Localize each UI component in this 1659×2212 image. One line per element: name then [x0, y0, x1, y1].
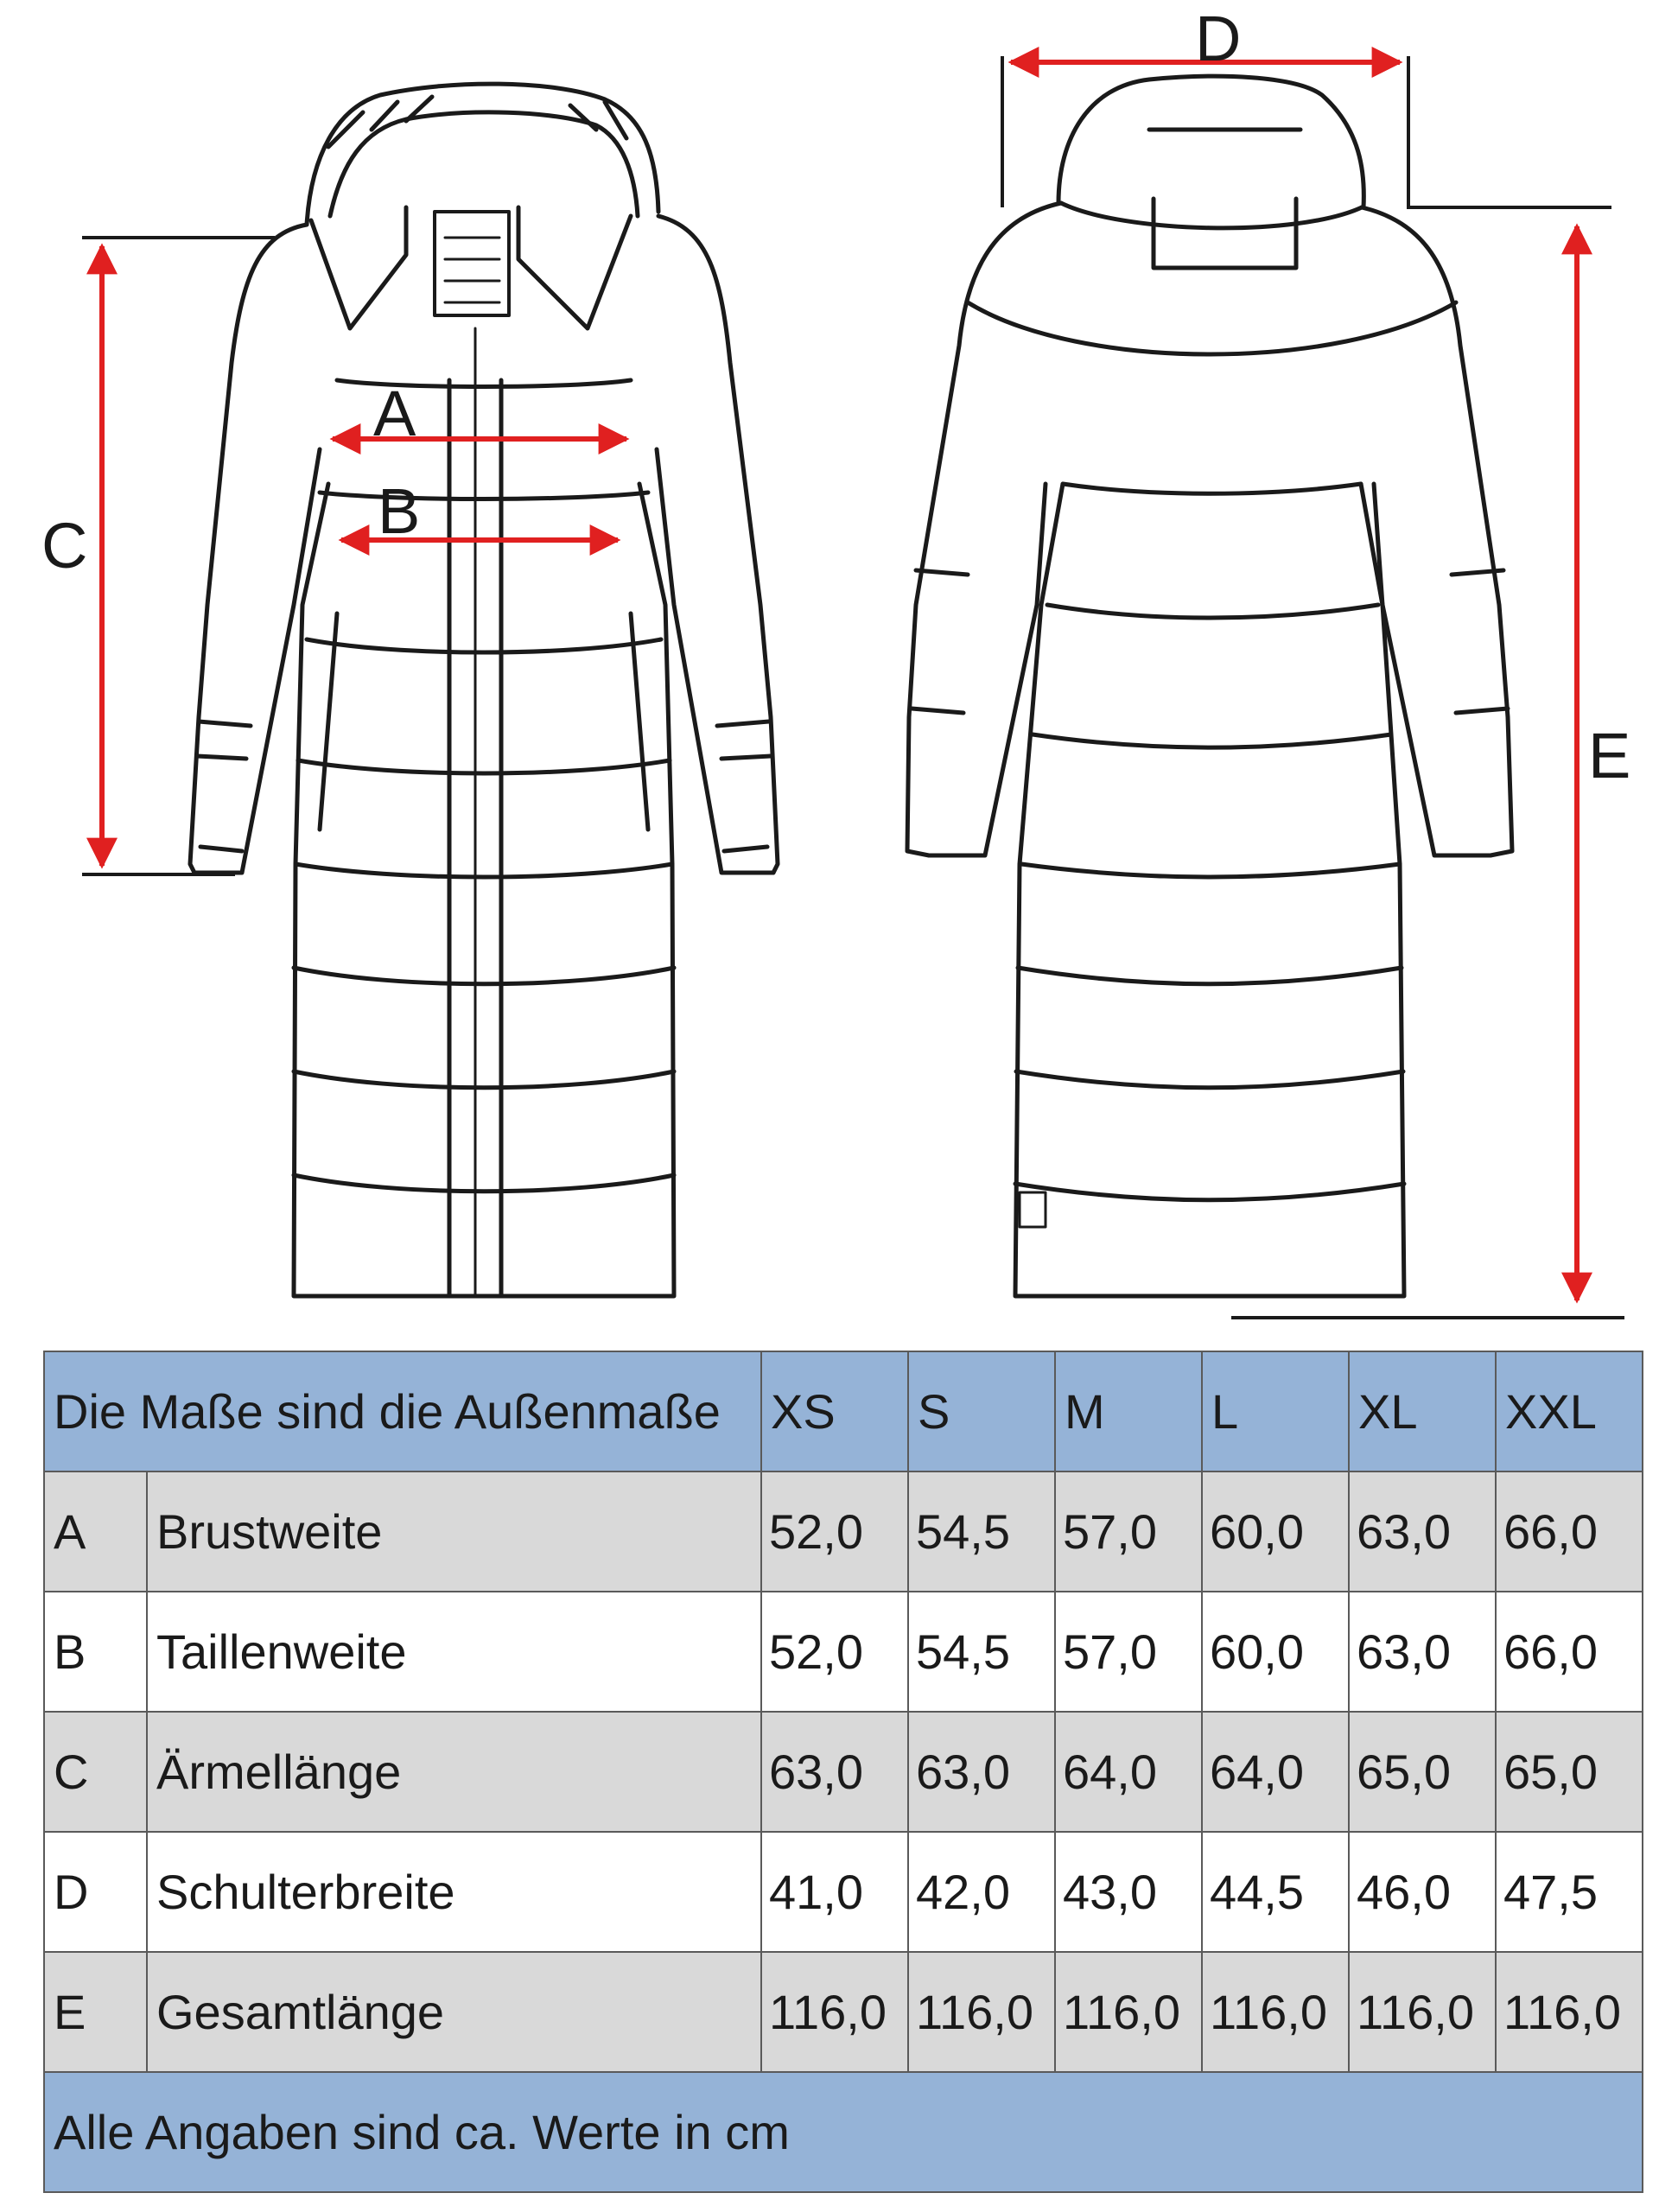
- cell-value: 66,0: [1496, 1592, 1643, 1712]
- cell-value: 52,0: [761, 1471, 908, 1592]
- measurement-lines: [82, 56, 1624, 1318]
- cell-value: 54,5: [908, 1592, 1055, 1712]
- cell-value: 116,0: [761, 1952, 908, 2072]
- cell-value: 63,0: [1349, 1592, 1496, 1712]
- cell-value: 54,5: [908, 1471, 1055, 1592]
- cell-value: 116,0: [1202, 1952, 1349, 2072]
- row-key: A: [44, 1471, 147, 1592]
- cell-value: 65,0: [1496, 1712, 1643, 1832]
- row-name: Ärmellänge: [147, 1712, 761, 1832]
- cell-value: 116,0: [908, 1952, 1055, 2072]
- coat-front-view: [190, 84, 778, 1296]
- size-m: M: [1055, 1351, 1202, 1471]
- cell-value: 65,0: [1349, 1712, 1496, 1832]
- cell-value: 63,0: [1349, 1471, 1496, 1592]
- header-note: Die Maße sind die Außenmaße: [44, 1351, 761, 1471]
- row-name: Schulterbreite: [147, 1832, 761, 1952]
- cell-value: 57,0: [1055, 1592, 1202, 1712]
- row-key: E: [44, 1952, 147, 2072]
- cell-value: 63,0: [761, 1712, 908, 1832]
- label-d: D: [1195, 3, 1242, 74]
- row-name: Taillenweite: [147, 1592, 761, 1712]
- cell-value: 41,0: [761, 1832, 908, 1952]
- cell-value: 64,0: [1202, 1712, 1349, 1832]
- row-key: B: [44, 1592, 147, 1712]
- cell-value: 46,0: [1349, 1832, 1496, 1952]
- cell-value: 116,0: [1349, 1952, 1496, 2072]
- cell-value: 44,5: [1202, 1832, 1349, 1952]
- label-a: A: [373, 378, 416, 449]
- cell-value: 66,0: [1496, 1471, 1643, 1592]
- size-s: S: [908, 1351, 1055, 1471]
- cell-value: 52,0: [761, 1592, 908, 1712]
- row-key: D: [44, 1832, 147, 1952]
- cell-value: 64,0: [1055, 1712, 1202, 1832]
- label-b: B: [378, 475, 421, 547]
- size-table: [43, 1351, 1643, 2193]
- table-row-a: [44, 1471, 1643, 1592]
- cell-value: 47,5: [1496, 1832, 1643, 1952]
- label-c: C: [41, 510, 88, 582]
- row-name: Brustweite: [147, 1471, 761, 1592]
- size-xs: XS: [761, 1351, 908, 1471]
- cell-value: 42,0: [908, 1832, 1055, 1952]
- table-footer-row: [44, 2072, 1643, 2192]
- cell-value: 43,0: [1055, 1832, 1202, 1952]
- row-key: C: [44, 1712, 147, 1832]
- coat-back-view: [907, 76, 1512, 1296]
- cell-value: 60,0: [1202, 1592, 1349, 1712]
- cell-value: 60,0: [1202, 1471, 1349, 1592]
- cell-value: 57,0: [1055, 1471, 1202, 1592]
- table-row-e: [44, 1952, 1643, 2072]
- cell-value: 116,0: [1055, 1952, 1202, 2072]
- table-row-d: [44, 1832, 1643, 1952]
- table-row-b: [44, 1592, 1643, 1712]
- row-name: Gesamtlänge: [147, 1952, 761, 2072]
- table-row-c: [44, 1712, 1643, 1832]
- cell-value: 63,0: [908, 1712, 1055, 1832]
- table-header-row: [44, 1351, 1643, 1471]
- cell-value: 116,0: [1496, 1952, 1643, 2072]
- size-xxl: XXL: [1496, 1351, 1643, 1471]
- size-xl: XL: [1349, 1351, 1496, 1471]
- footer-note: Alle Angaben sind ca. Werte in cm: [44, 2072, 1643, 2192]
- label-e: E: [1588, 720, 1631, 791]
- size-l: L: [1202, 1351, 1349, 1471]
